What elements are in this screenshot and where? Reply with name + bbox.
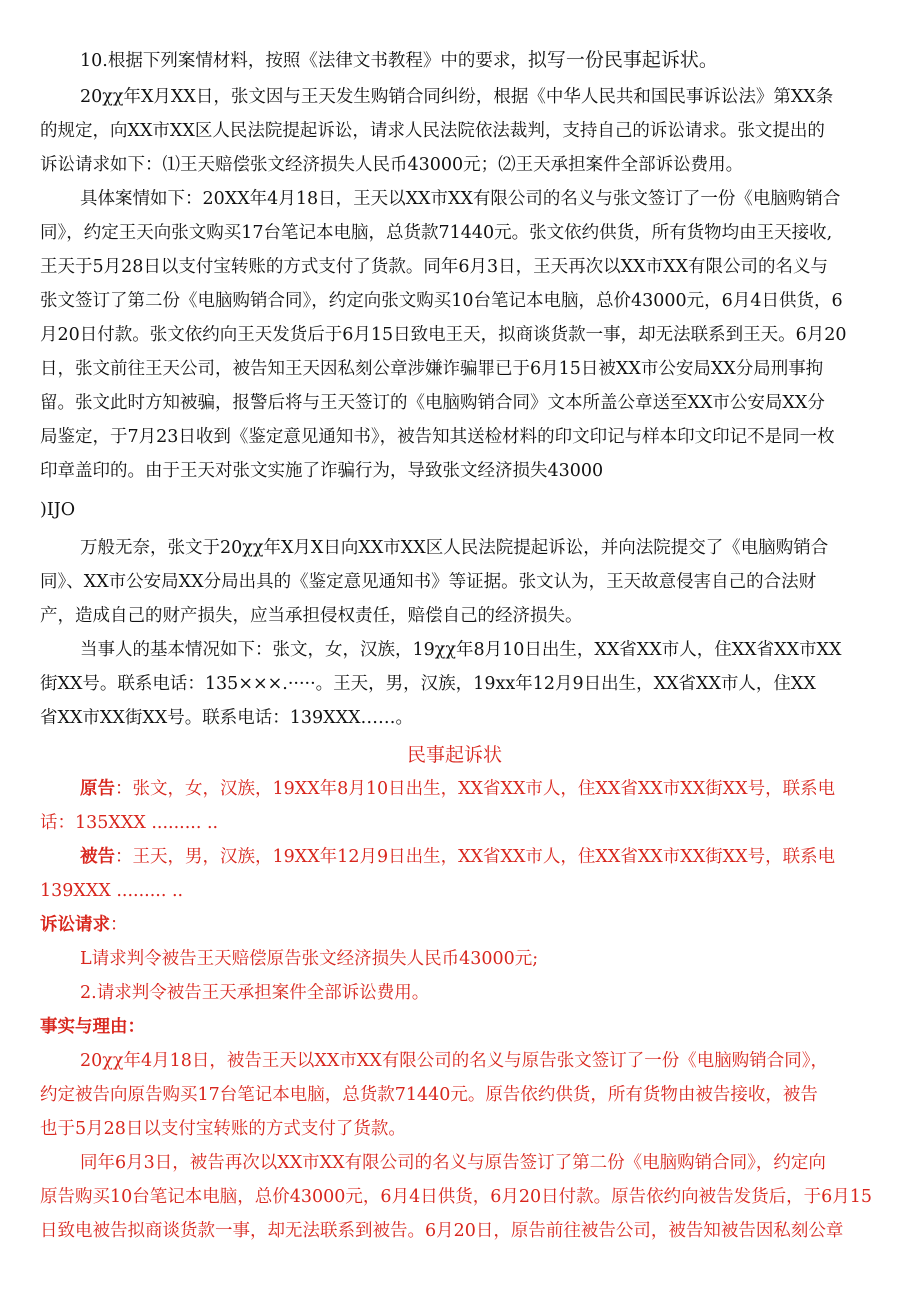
- facts-line: 也于5月28日以支付宝转账的方式支付了货款。: [40, 1119, 406, 1139]
- facts-line: 原告购买10台笔记本电脑，总价43000元，6月4日供货，6月20日付款。原告依约向被告发货后，于6月15: [40, 1187, 873, 1207]
- claims-heading-line: [40, 913, 128, 937]
- question-prompt-emphasis: 拟写一份民事起诉状。: [527, 49, 718, 71]
- case-line: 印章盖印的。由于王天对张文实施了诈骗行为，导致张文经济损失43000: [40, 461, 604, 481]
- case-line: 当事人的基本情况如下：张文，女，汉族，19χχ年8月10日出生，XX省XX市人，住XX省XX市XX: [80, 640, 842, 660]
- complaint-title: 民事起诉状: [407, 744, 503, 766]
- case-line: 留。张文此时方知被骗，报警后将与王天签订的《电脑购销合同》文本所盖公章送至XX市公安局XX分: [40, 393, 825, 413]
- case-line: 同》、XX市公安局XX分局出具的《鉴定意见通知书》等证据。张文认为，王天故意侵害自己的合法财: [40, 572, 817, 592]
- case-line: 月20日付款。张文依约向王天发货后于6月15日致电王天，拟商谈货款一事，却无法联系到王天。6月20: [40, 325, 847, 345]
- case-line: 万般无奈，张文于20χχ年X月X日向XX市XX区人民法院提起诉讼，并向法院提交了《电脑购销合: [80, 538, 829, 558]
- case-line: 局鉴定，于7月23日收到《鉴定意见通知书》，被告知其送检材料的印文印记与样本印文印记不是同一枚: [40, 427, 835, 447]
- case-line: 同》，约定王天向张文购买17台笔记本电脑，总货款71440元。张文依约供货，所有货物均由王天接收,: [40, 223, 833, 243]
- case-line: 张文签订了第二份《电脑购销合同》，约定向张文购买10台笔记本电脑，总价43000元，6月4日供货，6: [40, 291, 843, 311]
- defendant-details: ：王天，男，汉族，19XX年12月9日出生，XX省XX市人，住XX省XX市XX街XX号，联系电: [115, 847, 836, 867]
- defendant-line: [80, 845, 835, 869]
- defendant-label: 被告: [80, 847, 115, 867]
- case-line: 具体案情如下：20XX年4月18日，王天以XX市XX有限公司的名义与张文签订了一份《电脑购销合: [80, 189, 841, 209]
- case-line: 省XX市XX街XX号。联系电话：139XXX……。: [40, 708, 414, 728]
- case-line: 街XX号。联系电话：135×××.·····。王天，男，汉族，19xx年12月9日出生，XX省XX市人，住XX: [40, 674, 816, 694]
- facts-heading: 事实与理由：: [40, 1017, 145, 1037]
- plaintiff-details: ：张文，女，汉族，19XX年8月10日出生，XX省XX市人，住XX省XX市XX街XX号，联系电: [115, 779, 836, 799]
- case-line: 王天于5月28日以支付宝转账的方式支付了货款。同年6月3日，王天再次以XX市XX有限公司的名义与: [40, 257, 829, 277]
- plaintiff-line-2: 话：135XXX ......... ..: [40, 813, 219, 833]
- claim-item: L请求判令被告王天赔偿原告张文经济损失人民币43000元;: [80, 949, 539, 969]
- case-line: 的规定，向XX市XX区人民法院提起诉讼，请求人民法院依法裁判，支持自己的诉讼请求。张文提出的: [40, 121, 825, 141]
- claims-heading: 诉讼请求: [40, 915, 110, 935]
- case-line: 产，造成自己的财产损失，应当承担侵权责任，赔偿自己的经济损失。: [40, 606, 583, 626]
- claim-item: 2.请求判令被告王天承担案件全部诉讼费用。: [80, 983, 430, 1003]
- facts-line: 同年6月3日，被告再次以XX市XX有限公司的名义与原告签订了第二份《电脑购销合同》，约定向: [80, 1153, 826, 1173]
- facts-line: 日致电被告拟商谈货款一事，却无法联系到被告。6月20日，原告前往被告公司，被告知被告因私刻公章: [40, 1221, 844, 1241]
- case-line: )IJO: [40, 500, 76, 520]
- case-line: 日，张文前往王天公司，被告知王天因私刻公章涉嫌诈骗罪已于6月15日被XX市公安局XX分局刑事拘: [40, 359, 824, 379]
- plaintiff-line: [80, 777, 835, 801]
- defendant-line-2: 139XXX ......... ..: [40, 881, 184, 901]
- plaintiff-label: 原告: [80, 779, 115, 799]
- case-line: 诉讼请求如下：⑴王天赔偿张文经济损失人民币43000元；⑵王天承担案件全部诉讼费用。: [40, 155, 744, 175]
- facts-line: 20χχ年4月18日，被告王天以XX市XX有限公司的名义与原告张文签订了一份《电脑购销合同》，: [80, 1051, 828, 1071]
- question-prompt-text: 10.根据下列案情材料，按照《法律文书教程》中的要求，: [80, 51, 528, 71]
- claims-heading-colon: ：: [110, 915, 128, 935]
- case-line: 20χχ年X月XX日，张文因与王天发生购销合同纠纷，根据《中华人民共和国民事诉讼法》第XX条: [80, 87, 834, 107]
- facts-line: 约定被告向原告购买17台笔记本电脑，总货款71440元。原告依约供货，所有货物由被告接收，被告: [40, 1085, 818, 1105]
- question-prompt: [80, 48, 718, 73]
